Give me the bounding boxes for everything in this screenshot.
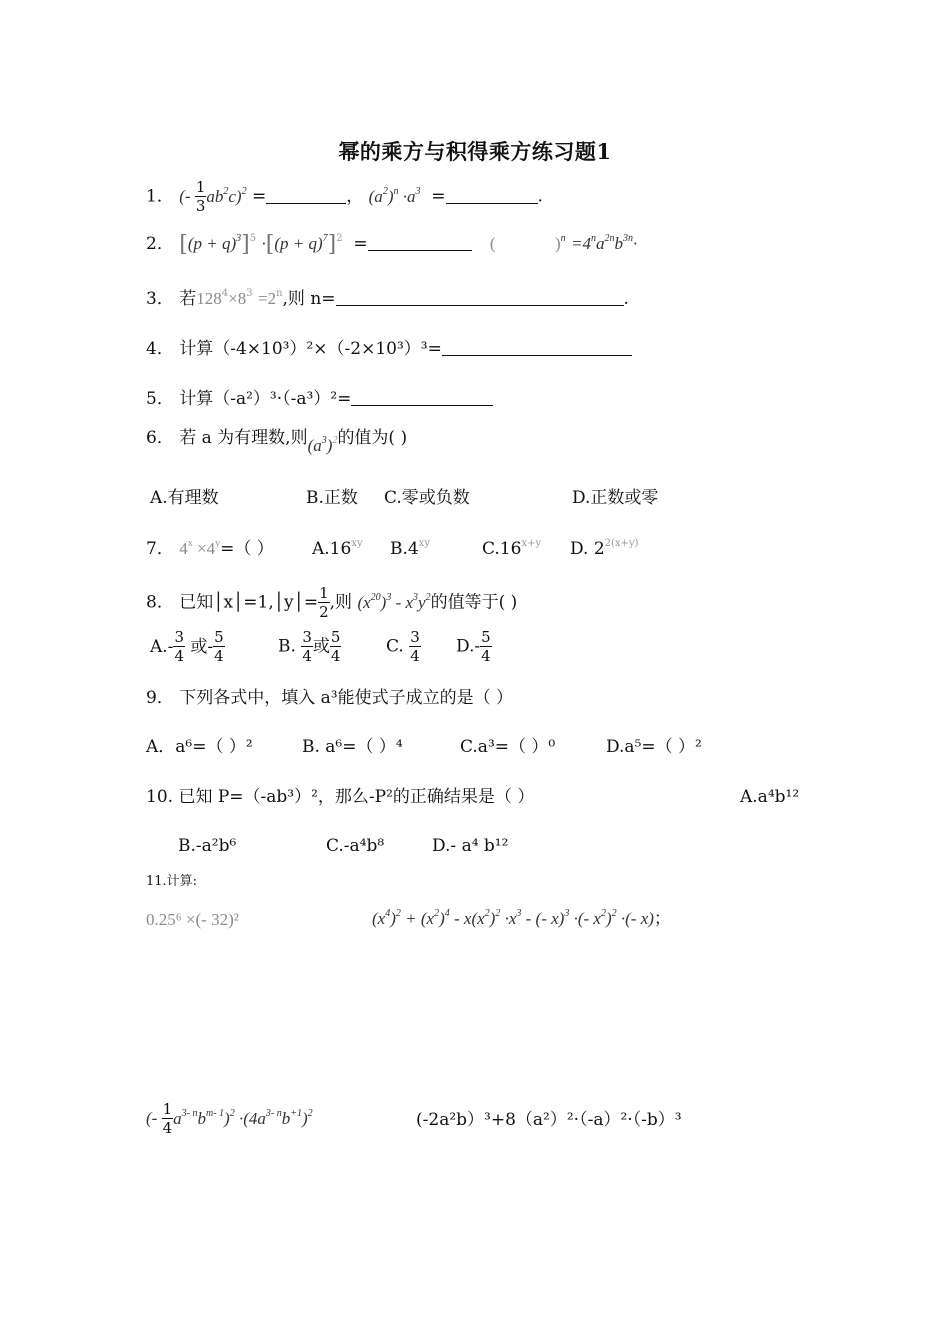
- question-8: 8． 已知│x│=1,│y│= $\frac{1}{2}$ ,则 $(x^{20})^3 - x^3y^2$的值等于( ): [146, 584, 518, 621]
- option-b[interactable]: $B.4^{xy}$: [390, 538, 431, 559]
- question-11-expr-2: $(x^4)^2 + (x^2)^4 - x(x^2)^2 \cdot x^3$ - (- x)$^3$ ·(- $x^2)^2$ ·(- x)；: [372, 908, 671, 929]
- answer-blank[interactable]: [442, 341, 632, 356]
- option-c[interactable]: C.-a⁴b⁸: [326, 836, 385, 856]
- option-d[interactable]: D.- $\frac{5}{4}$: [456, 628, 491, 665]
- answer-blank[interactable]: [446, 189, 538, 204]
- question-number: 8．: [146, 592, 174, 613]
- option-d[interactable]: D.正数或零: [572, 488, 659, 508]
- question-2: 2． $[(p + q)^3]^5 \cdot[(p + q)^7]^2$ = ( )$^n =4^na^{2n}b^{3n}\cdot$: [146, 232, 638, 257]
- option-b[interactable]: B. a⁶=（ ）⁴: [302, 737, 403, 757]
- option-c[interactable]: $C.16^{x+y}$: [482, 538, 542, 559]
- question-9: 9． 下列各式中，填入 a³能使式子成立的是（ ）: [146, 688, 513, 708]
- answer-blank[interactable]: [351, 391, 493, 406]
- option-a[interactable]: A．a⁶=（ ）²: [146, 737, 253, 757]
- option-d[interactable]: D. $2^{2(x+y)}$: [570, 538, 639, 559]
- question-8-options: [150, 628, 491, 665]
- question-11-expr-3: (- $\frac{1}{4}$ $a^{3- n}b^{m- 1})^2 \cdot(4a^{3- n}b^{+1})^2$: [146, 1100, 313, 1137]
- answer-blank[interactable]: [266, 189, 346, 204]
- question-number: 2．: [146, 234, 174, 254]
- option-b[interactable]: B. $\frac{3}{4}$ 或 $\frac{5}{4}$: [278, 628, 341, 665]
- question-number: 9．: [146, 688, 174, 708]
- option-b[interactable]: B.正数: [306, 488, 358, 508]
- question-number: 7．: [146, 539, 174, 559]
- page-title: 幂的乘方与积得乘方练习题1: [338, 139, 612, 164]
- question-6-options: [150, 488, 659, 508]
- option-a[interactable]: A.有理数: [150, 488, 219, 508]
- question-9-options: [146, 737, 702, 757]
- question-number: 3．: [146, 289, 174, 309]
- question-10: 10. 已知 P=（-ab³）²，那么-P²的正确结果是（ ） A.a⁴b¹²: [146, 787, 800, 807]
- question-11-expr-1: 0.25⁶ ×(- 32)²: [146, 910, 239, 929]
- option-a[interactable]: A.- $\frac{3}{4}$ 或- $\frac{5}{4}$: [150, 628, 224, 665]
- answer-blank[interactable]: [336, 291, 624, 306]
- option-d[interactable]: D.- a⁴ b¹²: [432, 836, 509, 856]
- answer-blank[interactable]: [368, 236, 472, 251]
- option-a[interactable]: $A.16^{xy}$: [312, 538, 363, 559]
- question-7: 7． $4^x \times 4^y=$（ ） $A.16^{xy}$ $B.4^{xy}$ $C.16^{x+y}$ D. $2^{2(x+y)}$: [146, 538, 639, 559]
- option-a[interactable]: A.a⁴b¹²: [740, 787, 800, 807]
- question-4: 4． 计算（-4×10³）²×（-2×10³）³=: [146, 339, 632, 359]
- question-6: 6． 若 a 为有理数,则$(a^3)^2$的值为( ): [146, 428, 408, 455]
- option-d[interactable]: D.a⁵=（ ）²: [606, 737, 702, 757]
- question-3: 3． 若$128^4\times 8^3 =2^n$,则 n= .: [146, 288, 629, 309]
- question-number: 4．: [146, 339, 174, 359]
- question-1: 1． (- $\frac{1}{3}$ $ab^2c)^2$ = ， $(a^2)^n \cdot a^3$ = .: [146, 178, 543, 215]
- question-11-expr-4: (-2a²b）³+8（a²）²·（-a）²·（-b）³: [416, 1110, 682, 1130]
- option-c[interactable]: C.a³=（ ）⁰: [460, 737, 556, 757]
- question-10-options: [178, 836, 509, 856]
- option-c[interactable]: C. $\frac{3}{4}$: [386, 628, 420, 665]
- question-5: 5． 计算（-a²）³·（-a³）²=: [146, 389, 493, 409]
- question-number: 1．: [146, 186, 174, 207]
- question-number: 5．: [146, 389, 174, 409]
- question-number: 6．: [146, 428, 174, 448]
- option-b[interactable]: B.-a²b⁶: [178, 836, 237, 856]
- question-11-label: 11.计算:: [146, 874, 198, 889]
- option-c[interactable]: C.零或负数: [384, 488, 470, 508]
